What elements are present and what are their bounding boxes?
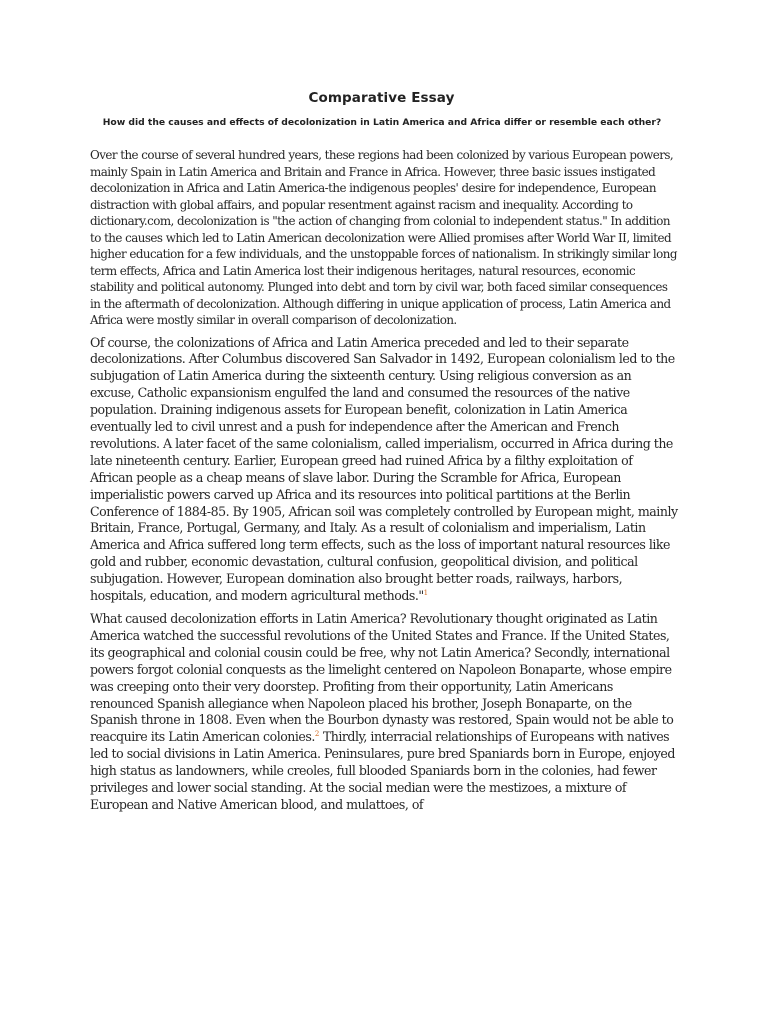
paragraph-colonization-text: Of course, the colonizations of Africa and Latin America preceded and led to their separate decolonizations. After Columbus discovered San Salvador in 1492, European colonialism led to the subjugation of Latin America during the sixteenth century. Using religious conversion as an excuse, Catholic expansionism engulfed the land and consumed the resources of the native population. Draining indigenous assets for European benefit, colonization in Latin America eventually led to civil unrest and a push for independence after the American and French revolutions. A later facet of the same colonialism, called imperialism, occurred in Africa during the late nineteenth century. Earlier, European greed had ruined Africa by a filthy exploitation of African people as a cheap means of slave labor. During the Scramble for Africa, European imperialistic powers carved up Africa and its resources into political partitions at the Berlin Conference of 1884-85. By 1905, African soil was completely controlled by European might, mainly Britain, France, Portugal, Germany, and Italy. As a result of colonialism and imperialism, Latin America and Africa suffered long term effects, such as the loss of important natural resources like gold and rubber, economic devastation, cultural confusion, geopolitical division, and political subjugation. However, European domination also brought better roads, railways, harbors, hospitals, education, and modern agricultural methods."	[90, 334, 678, 604]
paragraph-colonization	[90, 335, 678, 606]
essay-title: Comparative Essay	[308, 90, 455, 106]
essay-body	[90, 147, 678, 814]
paragraph-latin-america-causes	[90, 611, 678, 814]
paragraph-intro-text: Over the course of several hundred years, these regions had been colonized by various European powers, mainly Spain in Latin America and Britain and France in Africa. However, three basic issues instigated decolonization in Africa and Latin America-the indigenous peoples' desire for independence, European distraction with global affairs, and popular resentment against racism and inequality. According to dictionary.com, decolonization is "the action of changing from colonial to independent status." In addition to the causes which led to Latin American decolonization were Allied promises after World War II, limited higher education for a few individuals, and the unstoppable forces of nationalism. In strikingly similar long term effects, Africa and Latin America lost their indigenous heritages, natural resources, economic stability and political autonomy. Plunged into debt and torn by civil war, both faced similar consequences in the aftermath of decolonization. Although differing in unique application of process, Latin America and Africa were mostly similar in overall comparison of decolonization.	[90, 148, 677, 327]
footnote-marker[interactable]: 1	[423, 588, 429, 597]
essay-question: How did the causes and effects of decolonization in Latin America and Africa differ or resemble each other?	[102, 117, 662, 128]
paragraph-causes-text-before: What caused decolonization efforts in Latin America? Revolutionary thought originated as Latin America watched the successful revolutions of the United States and France. If the United States, its geographical and colonial cousin could be free, why not Latin America? Secondly, international powers forgot colonial conquests as the limelight centered on Napoleon Bonaparte, whose empire was creeping onto their very doorstep. Profiting from their opportunity, Latin Americans renounced Spanish allegiance when Napoleon placed his brother, Joseph Bonaparte, on the Spanish throne in 1808. Even when the Bourbon dynasty was restored, Spain would not be able to reacquire its Latin American colonies.	[90, 611, 674, 745]
footnote-marker[interactable]: 2	[314, 730, 320, 739]
paragraph-causes-text-after: Thirdly, interracial relationships of Europeans with natives led to social divisions in Latin America. Peninsulares, pure bred Spaniards born in Europe, enjoyed high status as landowners, while creoles, full blooded Spaniards born in the colonies, had fewer privileges and lower social standing. At the social median were the mestizoes, a mixture of European and Native American blood, and mulattoes, of	[90, 729, 675, 812]
paragraph-intro	[90, 147, 678, 329]
